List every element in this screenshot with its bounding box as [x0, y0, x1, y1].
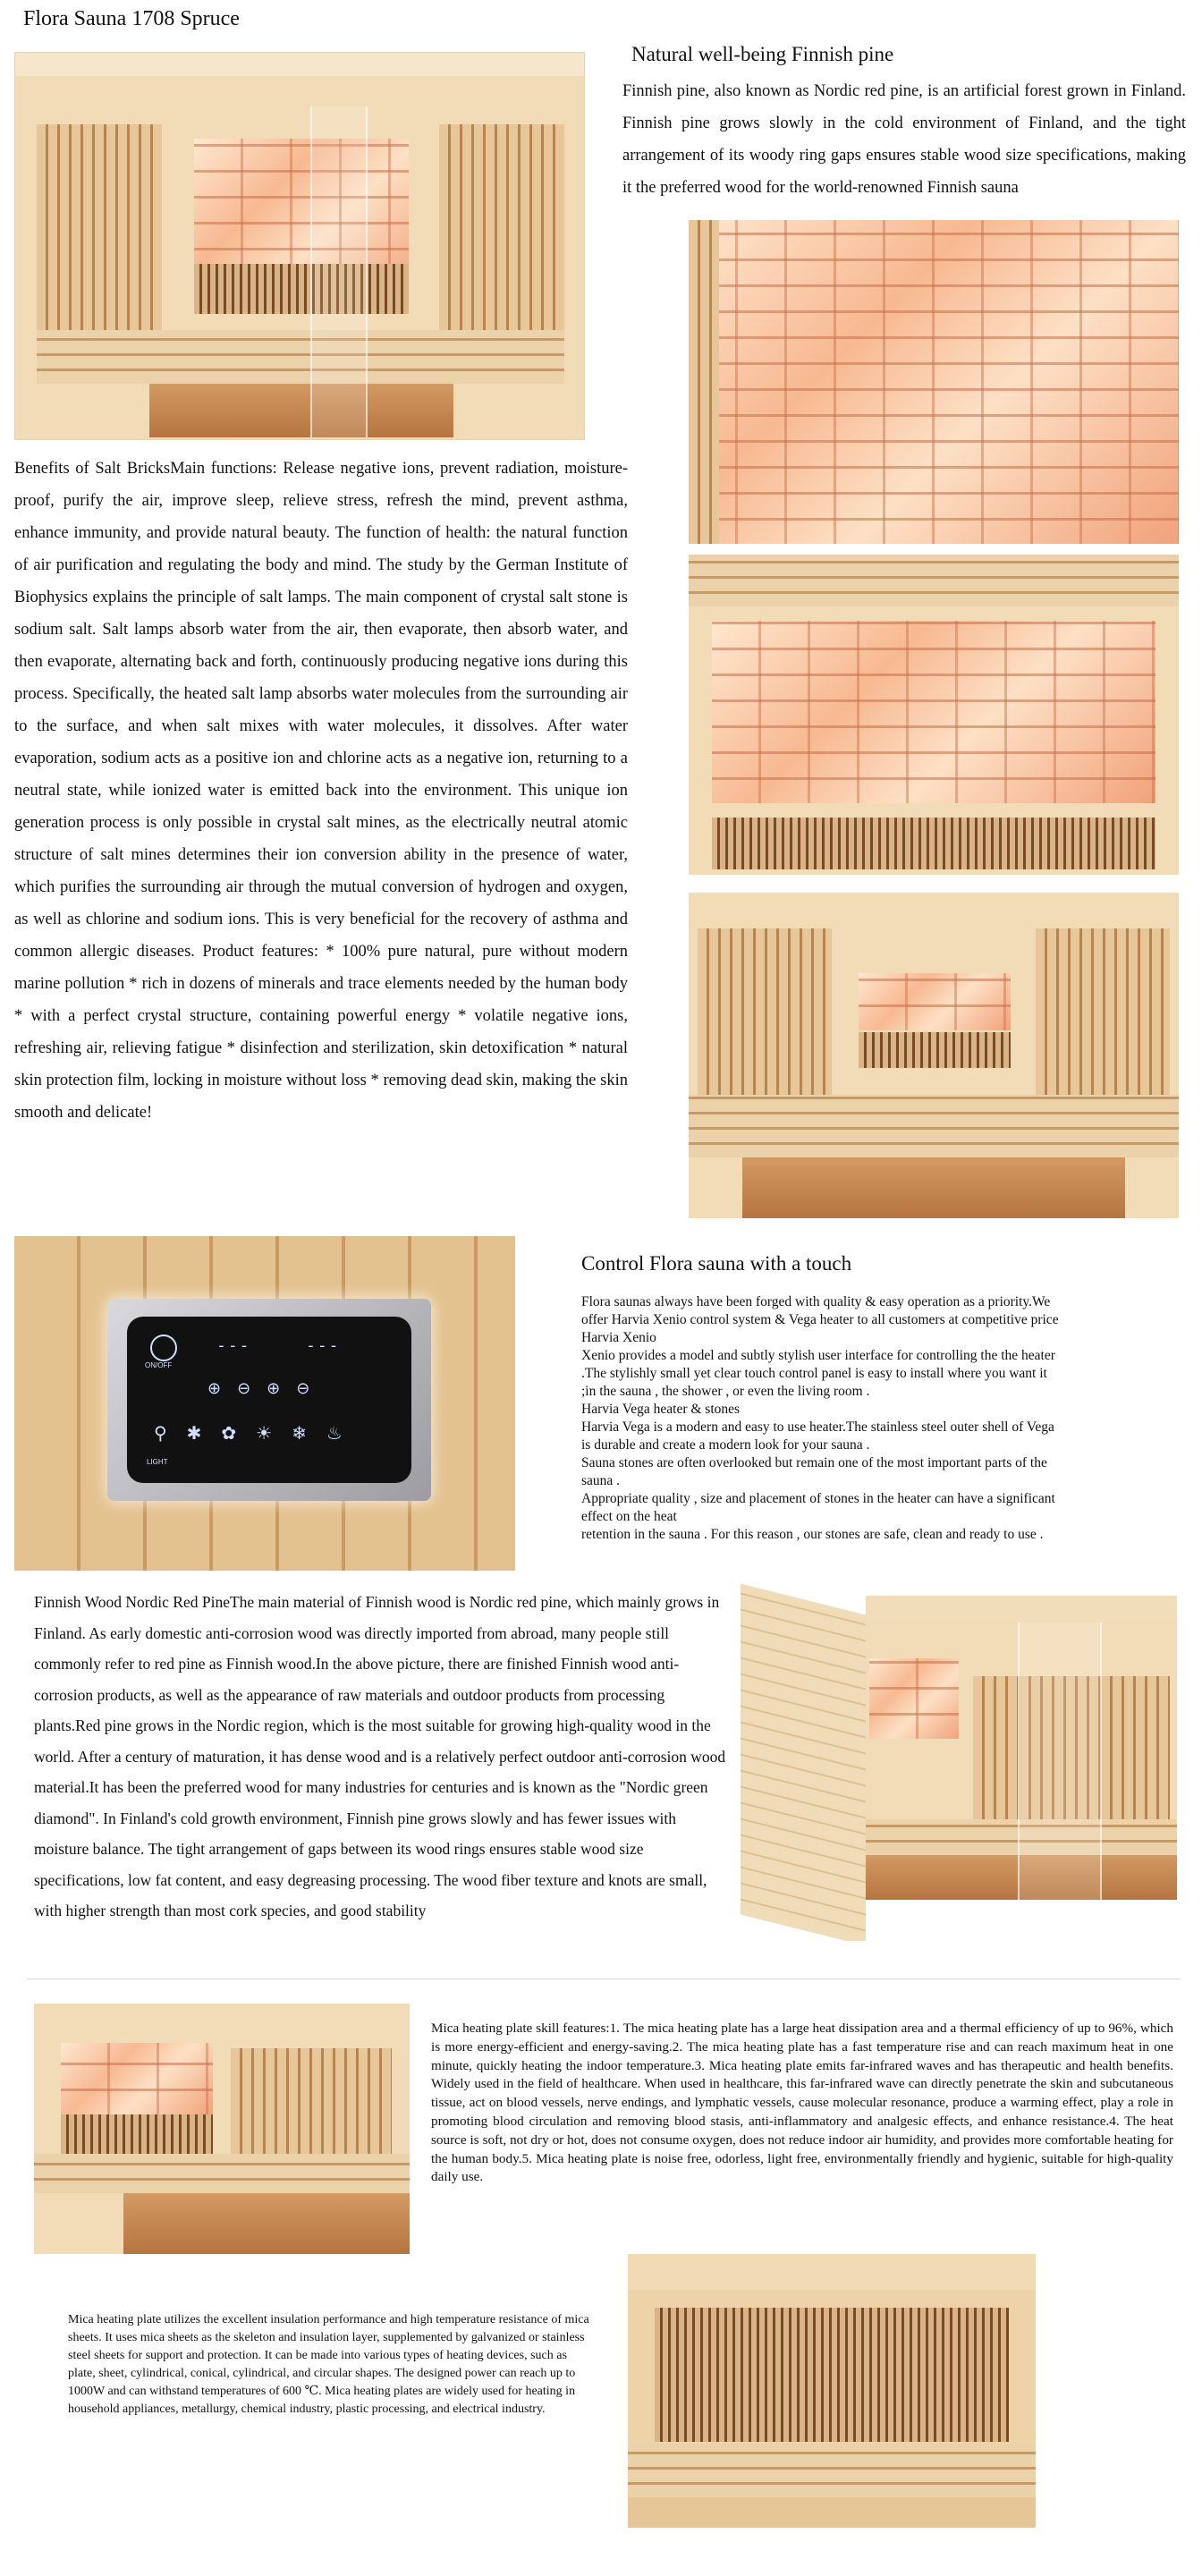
control-line: Harvia Vega is a modern and easy to use heater.The stainless steel outer shell of Vega — [581, 1419, 1054, 1435]
mica-material-text: Mica heating plate utilizes the excellent insulation performance and high temperature resistance of mica sheets. It uses mica sheets as the skeleton and insulation layer, supplemented by galvanized or stainless steel sheets for support and protection. It can be made into various types of heating devices, such as plate, sheet, cylindrical, conical, cylindrical, and circular shapes. The designed power can reach up to 1000W and can withstand temperatures of 600 ℃. Mica heating plates are widely used for heating in household appliances, metallurgy, chemical industry, plastic processing, and electrical industry. — [68, 2313, 589, 2416]
salt-wall-panel-photo — [689, 555, 1179, 875]
page-title: Flora Sauna 1708 Spruce — [23, 7, 240, 30]
finnish-wood-text: Finnish Wood Nordic Red PineThe main material of Finnish wood is Nordic red pine, which mainly grows in Finland. As early domestic anti-corrosion wood was directly imported from abroad, many people still commonly refer to red pine as Finnish wood.In the above picture, there are finished Finnish wood anti-corrosion products, as well as the appearance of raw materials and outdoor products from processing plants.Red pine grows in the Nordic region, which is the most suitable for growing high-quality wood in the world. After a century of maturation, it has dense wood and is a relatively perfect outdoor anti-corrosion wood material.It has been the preferred wood for many industries for centuries and is known as the "Nordic green diamond". In Finland's cold growth environment, Finnish pine grows slowly and has fewer issues with moisture balance. The tight arrangement of gaps between its wood rings ensures stable wood size specifications, low fat content, and easy degreasing processing. The wood fiber texture and knots are small, with higher strength than most cork species, and good stability — [34, 1593, 726, 1919]
control-line: Xenio provides a model and subtly stylish user interface for controlling the the heater — [581, 1348, 1055, 1363]
control-line: is durable and create a modern look for your sauna . — [581, 1437, 870, 1453]
control-text — [581, 1293, 1189, 1544]
touch-panel — [127, 1317, 411, 1483]
control-line: effect on the heat — [581, 1509, 677, 1524]
mica-features-text: Mica heating plate skill features:1. The mica heating plate has a large heat dissipation area and a thermal efficiency of up to 96%, which is more energy-efficient and energy-saving.2. The mica heating plate has a fast temperature rise and can reach maximum heat in one minute, quickly heating the indoor temperature.3. Mica heating plate emits far-infrared waves and has therapeutic and health benefits. Widely used in the field of healthcare. When used in healthcare, this far-infrared wave can directly penetrate the skin and subcutaneous tissue, act on blood vessels, nerve endings, and lymphatic vessels, cause molecular resonance, produce a warming effect, play a role in promoting blood circulation and removing blood stasis, anti-inflammatory and analgesic effects, and enhance resistance.4. The heat source is soft, not dry or hot, does not consume oxygen, does not reduce indoor air humidity, and provides more comfortable heating for the human body.5. Mica heating plate is noise free, odorless, light free, environmentally friendly and hygienic, suitable for high-quality daily use. — [431, 2021, 1173, 2185]
sauna-exterior-photo — [741, 1578, 1188, 1941]
pine-heading: Natural well-being Finnish pine — [631, 43, 894, 65]
power-icon — [150, 1335, 177, 1361]
salt-bricks-text: Benefits of Salt BricksMain functions: Release negative ions, prevent radiation, moisture-proof, purify the air, improve sleep, relieve stress, refresh the mind, prevent asthma, enhance immunity, and provide natural beauty. The function of health: the natural function of air purification and regulating the body and mind. The study by the German Institute of Biophysics explains the principle of salt lamps. The main component of crystal salt stone is sodium salt. Salt lamps absorb water from the air, then evaporate, then absorb water, and then evaporate, alternating back and forth, continuously producing negative ions during this process. Specifically, the heated salt lamp absorbs water molecules from the surrounding air to the surface, and when salt mixes with water molecules, it dissolves. After water evaporation, sodium acts as a positive ion and chlorine acts as a negative ion, returning to a neutral state, while ionized water is emitted back into the environment. This unique ion generation process is only possible in crystal salt mines, as the electrically neutral atomic structure of salt mines determines their ion conversion ability in the presence of water, which purifies the surrounding air through the mutual conversion of hydrogen and oxygen, as well as chlorine and sodium ions. This is very beneficial for the recovery of asthma and common allergic diseases. Product features: * 100% pure natural, pure without modern marine pollution * rich in dozens of minerals and trace elements needed by the human body * with a perfect crystal structure, containing powerful energy * volatile negative ions, refreshing air, relieving fatigue * disinfection and sterilization, skin detoxification * natural skin protection film, locking in moisture without loss * removing dead skin, making the skin smooth and delicate! — [14, 460, 628, 1122]
plus-minus-icons: ⊕⊖⊕⊖ — [207, 1379, 326, 1398]
infrared-panel-photo — [628, 2254, 1036, 2528]
control-line: Appropriate quality , size and placement of stones in the heater can have a significant — [581, 1491, 1055, 1506]
control-line: Flora saunas always have been forged with quality & easy operation as a priority.We — [581, 1294, 1051, 1309]
control-line: .The stylishly small yet clear touch control panel is easy to install where you want it — [581, 1366, 1047, 1381]
control-heading: Control Flora sauna with a touch — [581, 1252, 852, 1275]
control-line: Harvia Vega heater & stones — [581, 1402, 741, 1417]
u-bench-sauna-photo — [689, 893, 1179, 1218]
control-line: ;in the sauna , the shower , or even the living room . — [581, 1384, 870, 1399]
display-b: --- — [306, 1336, 341, 1355]
on-off-label: ON/OFF — [145, 1361, 173, 1369]
control-line: retention in the sauna . For this reason , our stones are safe, clean and ready to use . — [581, 1527, 1044, 1542]
control-line: Sauna stones are often overlooked but remain one of the most important parts of the — [581, 1455, 1047, 1470]
light-label: LIGHT — [147, 1458, 168, 1466]
control-panel-photo — [14, 1236, 515, 1571]
control-line: offer Harvia Xenio control system & Vega heater to all customers at competitive price — [581, 1312, 1059, 1327]
function-icons: ⚲✱✿☀❄♨ — [154, 1422, 362, 1444]
sauna-interior-photo — [14, 52, 585, 440]
mica-sauna-photo — [34, 2004, 410, 2254]
pine-text: Finnish pine, also known as Nordic red pine, is an artificial forest grown in Finland. Finnish pine grows slowly in the cold environment of Finland, and the tight arrangement of its woody ring gaps ensures stable wood size specifications, making it the preferred wood for the world-renowned Finnish sauna — [622, 82, 1186, 197]
salt-wall-closeup-photo — [689, 220, 1179, 544]
control-line: sauna . — [581, 1473, 621, 1488]
display-a: --- — [216, 1336, 251, 1355]
control-line: Harvia Xenio — [581, 1330, 656, 1345]
